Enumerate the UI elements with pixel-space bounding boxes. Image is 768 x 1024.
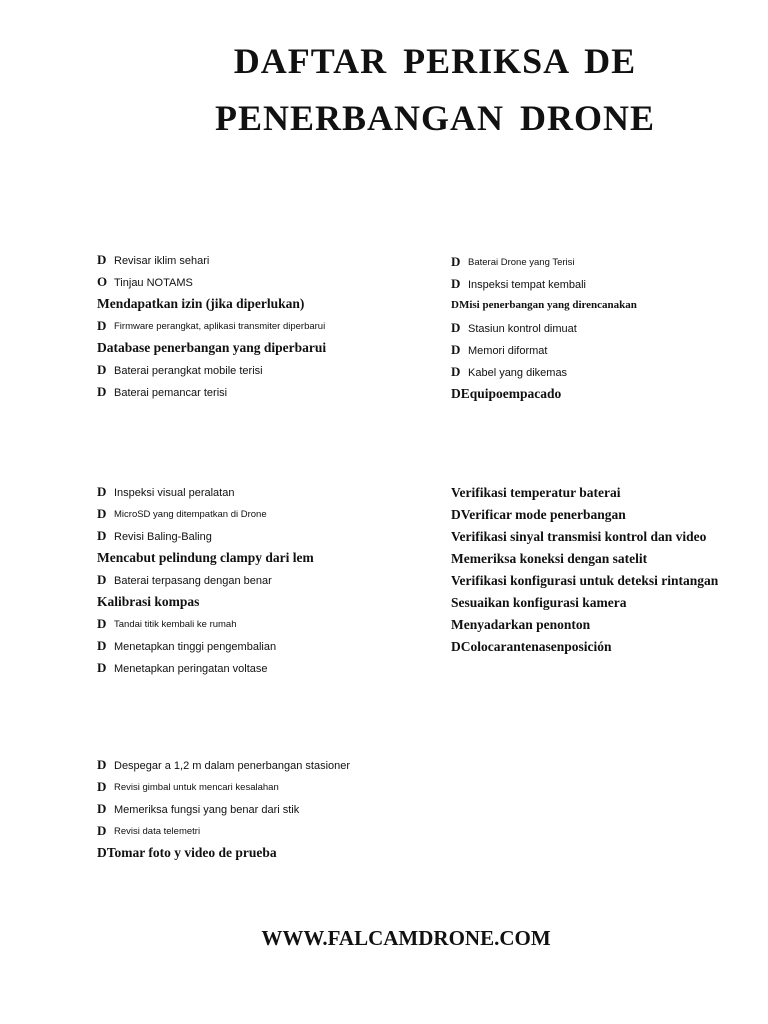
checklist-item-text: Baterai perangkat mobile terisi xyxy=(114,365,263,377)
checkbox-marker: D xyxy=(97,484,107,499)
footer-website: WWW.FALCAMDRONE.COM xyxy=(261,926,551,950)
checklist-item-text: Baterai terpasang dengan benar xyxy=(114,575,272,587)
checkbox-marker: D xyxy=(97,252,107,267)
checkbox-marker: D xyxy=(97,779,107,794)
checklist-item-text: DMisi penerbangan yang direncanakan xyxy=(451,299,637,311)
checklist-item-text: Revisi Baling-Baling xyxy=(114,531,212,543)
checkbox-marker: D xyxy=(97,638,107,653)
checklist-item-text: Verifikasi temperatur baterai xyxy=(451,485,621,500)
checklist-item-text: Mendapatkan izin (jika diperlukan) xyxy=(97,296,305,311)
checkbox-marker: D xyxy=(451,254,461,269)
checkbox-marker: D xyxy=(451,276,461,291)
checklist-item-text: Despegar a 1,2 m dalam penerbangan stasioner xyxy=(114,760,351,772)
checklist-item-text: Verifikasi sinyal transmisi kontrol dan video xyxy=(451,529,707,544)
checkbox-marker: D xyxy=(97,506,107,521)
checkbox-marker: D xyxy=(97,384,107,399)
checklist-item-text: Kabel yang dikemas xyxy=(468,367,568,379)
checklist-item-text: Menetapkan peringatan voltase xyxy=(114,663,268,675)
checklist-item-text: Inspeksi visual peralatan xyxy=(114,487,235,499)
checklist-item-text: MicroSD yang ditempatkan di Drone xyxy=(114,509,267,520)
checklist-item-text: DVerificar mode penerbangan xyxy=(451,507,626,522)
checkbox-marker: D xyxy=(97,801,107,816)
checkbox-marker: D xyxy=(97,362,107,377)
checklist-item-text: Revisi data telemetri xyxy=(114,826,201,837)
checkbox-marker: D xyxy=(97,528,107,543)
checklist-item-text: Revisar iklim sehari xyxy=(114,255,210,267)
checklist-item-text: Sesuaikan konfigurasi kamera xyxy=(451,595,627,610)
checkbox-marker: D xyxy=(97,823,107,838)
checkbox-marker: D xyxy=(97,660,107,675)
checklist-item-text: Stasiun kontrol dimuat xyxy=(468,323,577,335)
checklist-item-text: Memori diformat xyxy=(468,345,548,357)
checklist-item-text: Inspeksi tempat kembali xyxy=(468,279,586,291)
checklist-item-text: Baterai Drone yang Terisi xyxy=(468,257,575,268)
checklist-item-text: Verifikasi konfigurasi untuk deteksi rintangan xyxy=(451,573,719,588)
checklist-item-text: Memeriksa fungsi yang benar dari stik xyxy=(114,804,300,816)
checklist-item-text: Firmware perangkat, aplikasi transmiter diperbarui xyxy=(114,321,326,332)
checklist-item-text: Database penerbangan yang diperbarui xyxy=(97,340,327,355)
checklist-item-text: Mencabut pelindung clampy dari lem xyxy=(97,550,314,565)
checklist-item-text: Menetapkan tinggi pengembalian xyxy=(114,641,277,653)
checklist-item-text: Baterai pemancar terisi xyxy=(114,387,228,399)
checkbox-marker: D xyxy=(451,342,461,357)
page-title-line-1: DAFTAR PERIKSA DE xyxy=(233,41,637,81)
checklist-item-text: Kalibrasi kompas xyxy=(97,594,200,609)
checkbox-marker: D xyxy=(97,318,107,333)
checkbox-marker: D xyxy=(97,572,107,587)
checkbox-marker: D xyxy=(97,616,107,631)
checklist-item-text: DTomar foto y video de prueba xyxy=(97,845,277,860)
checklist-item-text: Tinjau NOTAMS xyxy=(114,277,193,289)
checkbox-marker: D xyxy=(97,757,107,772)
checklist-item-text: Memeriksa koneksi dengan satelit xyxy=(451,551,648,566)
checklist-item-text: DColocarantenasenposición xyxy=(451,639,612,654)
checkbox-marker: O xyxy=(97,274,108,289)
checkbox-marker: D xyxy=(451,320,461,335)
checklist-item-text: Menyadarkan penonton xyxy=(451,617,591,632)
checklist-item-text: Tandai titik kembali ke rumah xyxy=(114,619,237,630)
checklist-item-text: Revisi gimbal untuk mencari kesalahan xyxy=(114,782,279,793)
checklist-item-text: DEquipoempacado xyxy=(451,386,562,401)
checkbox-marker: D xyxy=(451,364,461,379)
page-title-line-2: PENERBANGAN DRONE xyxy=(214,98,656,138)
